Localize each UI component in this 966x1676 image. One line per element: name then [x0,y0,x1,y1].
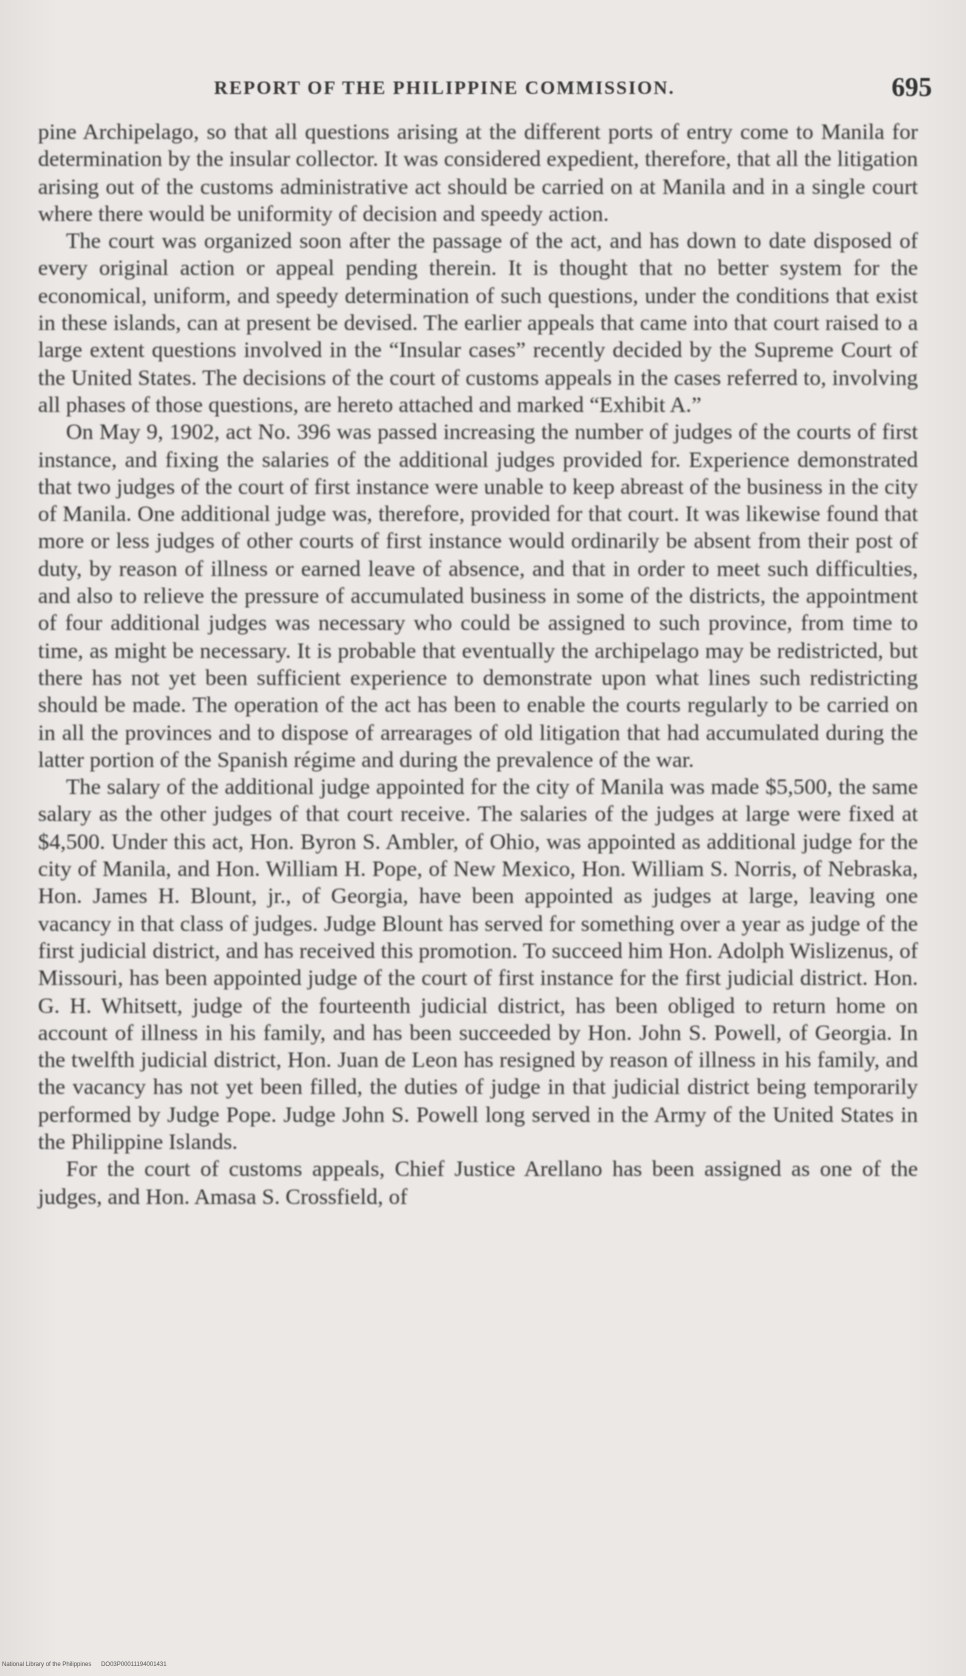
page-number: 695 [891,72,932,102]
page-header [60,72,932,108]
running-head: REPORT OF THE PHILIPPINE COMMISSION. [214,78,676,99]
paragraph-3: On May 9, 1902, act No. 396 was passed increasing the number of judges of the courts of first instance, and fixing the salaries of the additional judges provided for. Experience demonstrated that two judges of the court of first instance were unable to keep abreast of the business in the city of Manila. One additional judge was, therefore, provided for that court. It was likewise found that more or less judges of other courts of first instance would ordinarily be absent from their post of duty, by reason of illness or earned leave of absence, and that in order to meet such difficulties, and also to relieve the pressure of accumulated business in some of the districts, the appointment of four additional judges was necessary who could be assigned to such province, from time to time, as might be necessary. It is probable that eventually the archipelago may be redistricted, but there has not yet been sufficient experience to demonstrate upon what lines such redistricting should be made. The operation of the act has been to enable the courts regularly to be carried on in all the provinces and to dispose of arrearages of old litigation that had accumulated during the latter portion of the Spanish régime and during the prevalence of the war. [38,419,918,772]
body-text [38,118,918,1210]
scan-footer [2,1662,175,1668]
paragraph-5: For the court of customs appeals, Chief Justice Arellano has been assigned as one of the judges, and Hon. Amasa S. Crossfield, of [38,1156,918,1209]
paragraph-4: The salary of the additional judge appointed for the city of Manila was made $5,500, the same salary as the other judges of that court receive. The salaries of the judges at large were fixed at $4,500. Under this act, Hon. Byron S. Ambler, of Ohio, was appointed as additional judge for the city of Manila, and Hon. William H. Pope, of New Mexico, Hon. William S. Norris, of Nebraska, Hon. James H. Blount, jr., of Georgia, have been appointed as judges at large, leaving one vacancy in that class of judges. Judge Blount has served for something over a year as judge of the first judicial district, and has received this promotion. To succeed him Hon. Adolph Wislizenus, of Missouri, has been appointed judge of the court of first instance for the first judicial district. Hon. G. H. Whitsett, judge of the fourteenth judicial district, has been obliged to return home on account of illness in his family, and has been succeeded by Hon. John S. Powell, of Georgia. In the twelfth judicial district, Hon. Juan de Leon has resigned by reason of illness in his family, and the vacancy has not yet been filled, the duties of judge in that judicial district being temporarily performed by Judge Pope. Judge John S. Powell long served in the Army of the United States in the Philippine Islands. [38,774,918,1154]
footer-library: National Library of the Philippines [2,1662,92,1668]
footer-id: DO03P00011194001431 [101,1662,167,1668]
paragraph-1: pine Archipelago, so that all questions arising at the different ports of entry come to Manila for determination by the insular collector. It was considered expedient, therefore, that all the litigation arising out of the customs administrative act should be carried on at Manila and in a single court where there would be uniformity of decision and speedy action. [38,119,918,226]
paragraph-2: The court was organized soon after the passage of the act, and has down to date disposed of every original action or appeal pending therein. It is thought that no better system for the economical, uniform, and speedy determination of such questions, under the conditions that exist in these islands, can at present be devised. The earlier appeals that came into that court raised to a large extent questions involved in the “Insular cases” recently decided by the Supreme Court of the United States. The decisions of the court of customs appeals in the cases referred to, involving all phases of those questions, are hereto attached and marked “Exhibit A.” [38,228,918,417]
